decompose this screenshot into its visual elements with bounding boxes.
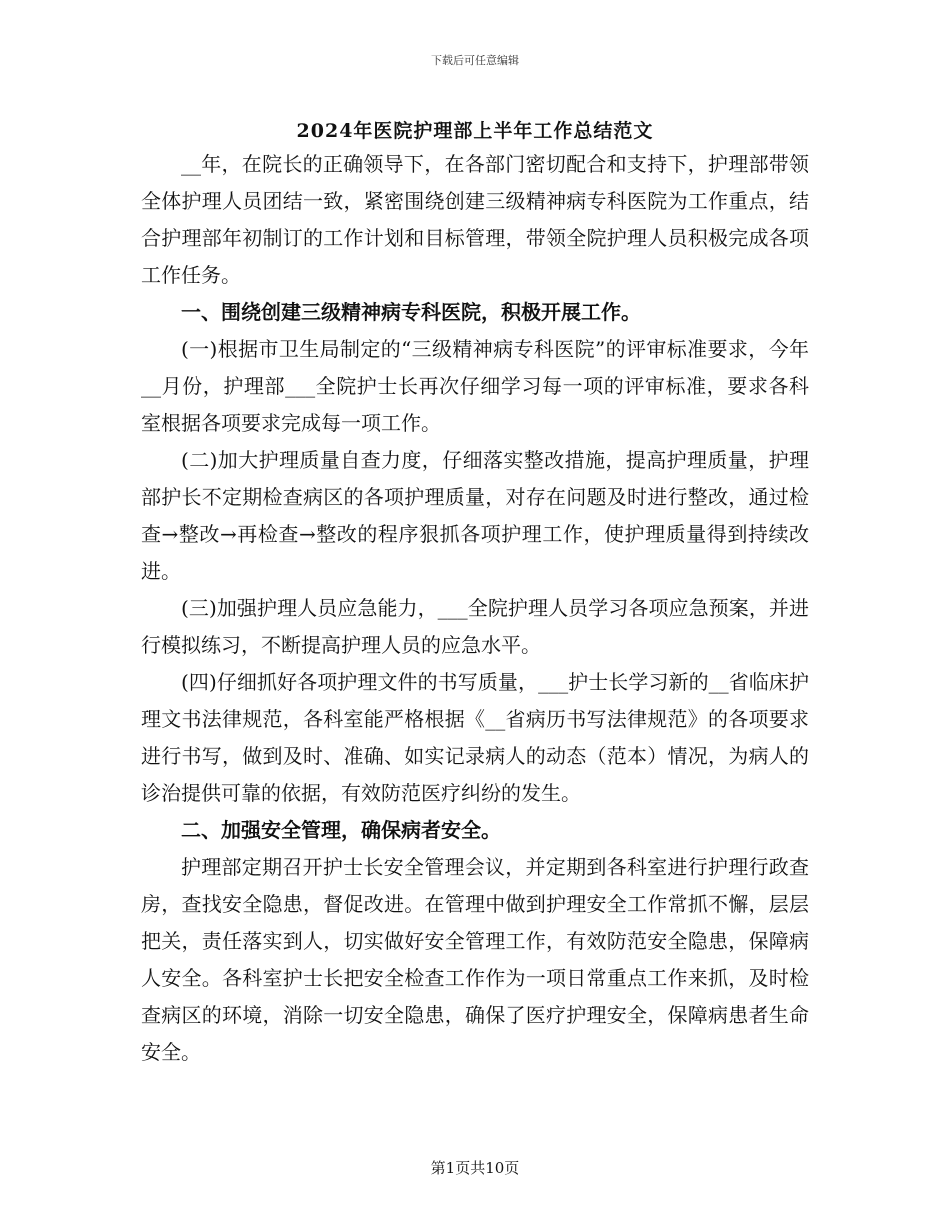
paragraph-item-2: (二)加大护理质量自查力度，仔细落实整改措施，提高护理质量，护理部护长不定期检查病区的各项护理质量，对存在问题及时进行整改，通过检查→整改→再检查→整改的程序狠抓各项护理工作，使护理质量得到持续改进。	[141, 448, 809, 583]
intro-paragraph: __年，在院长的正确领导下，在各部门密切配合和支持下，护理部带领全体护理人员团结一致，紧密围绕创建三级精神病专科医院为工作重点，结合护理部年初制订的工作计划和目标管理，带领全院护理人员积极完成各项工作任务。	[141, 152, 809, 287]
section-heading-1: 一、围绕创建三级精神病专科医院，积极开展工作。	[181, 300, 641, 324]
page-number: 第1页共10页	[430, 1159, 520, 1177]
document-title: 2024年医院护理部上半年工作总结范文	[296, 120, 654, 142]
safety-paragraph: 护理部定期召开护士长安全管理会议，并定期到各科室进行护理行政查房，查找安全隐患，督促改进。在管理中做到护理安全工作常抓不懈，层层把关，责任落实到人，切实做好安全管理工作，有效防范安全隐患，保障病人安全。各科室护士长把安全检查工作作为一项日常重点工作来抓，及时检查病区的环境，消除一切安全隐患，确保了医疗护理安全，保障病患者生命安全。	[141, 855, 809, 1064]
section-heading-2: 二、加强安全管理，确保病者安全。	[181, 818, 501, 842]
document-body	[141, 146, 809, 1071]
paragraph-item-4: (四)仔细抓好各项护理文件的书写质量，___护士长学习新的__省临床护理文书法律规范，各科室能严格根据《__省病历书写法律规范》的各项要求进行书写，做到及时、准确、如实记录病人的动态（范本）情况，为病人的诊治提供可靠的依据，有效防范医疗纠纷的发生。	[141, 670, 809, 805]
paragraph-item-1: (一)根据市卫生局制定的“三级精神病专科医院”的评审标准要求，今年__月份，护理部___全院护士长再次仔细学习每一项的评审标准，要求各科室根据各项要求完成每一项工作。	[141, 337, 809, 435]
header-note: 下载后可任意编辑	[431, 54, 519, 67]
paragraph-item-3: (三)加强护理人员应急能力，___全院护理人员学习各项应急预案，并进行模拟练习，不断提高护理人员的应急水平。	[141, 596, 809, 657]
